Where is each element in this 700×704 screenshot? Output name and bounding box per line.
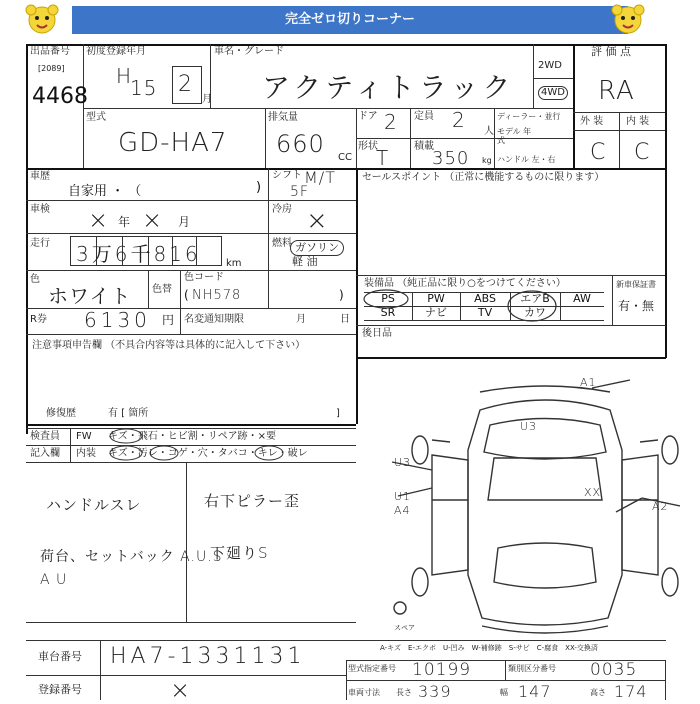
recycle-label: R券	[30, 314, 47, 325]
score-value: RA	[598, 76, 635, 106]
reg-no-value: ×	[170, 676, 192, 704]
hgt-label: 高さ	[590, 688, 606, 697]
shift-value: M/T	[304, 168, 336, 187]
len-label: 長さ	[396, 688, 412, 697]
warranty-label: 新車保証書	[616, 280, 656, 289]
first-reg-month-unit: 月	[202, 94, 212, 105]
seats-value: 2	[452, 108, 466, 132]
repair-label: 修復歴	[46, 408, 76, 419]
name-change-month: 月	[296, 314, 306, 325]
color-change-label: 色替	[152, 284, 172, 295]
equip-abs: ABS	[474, 292, 496, 305]
shape-value: T	[376, 146, 390, 170]
name-change-day: 日	[340, 314, 350, 325]
len-value: 339	[418, 682, 452, 701]
displacement-unit: CC	[338, 152, 352, 163]
name-change-label: 名変通知期限	[184, 314, 244, 325]
inspection-month-unit: 月	[178, 215, 191, 229]
score-ext: C	[590, 140, 607, 165]
entry-inner-items: キズ・汚レ・コゲ・穴・タバコ・キレ・破レ	[108, 448, 308, 459]
diagram-u1: U1	[394, 490, 412, 503]
drive-2wd: 2WD	[538, 60, 562, 71]
inspector-label: 検査員	[30, 431, 60, 442]
fuel-gas: ガソリン	[290, 240, 344, 256]
model-label: 型式	[86, 112, 106, 123]
ac-value: ×	[306, 206, 329, 236]
drive-4wd: 4WD	[538, 86, 568, 100]
equip-airbag: エアB	[520, 292, 550, 305]
reg-no-label: 登録番号	[38, 683, 82, 696]
lot-sub: [2089]	[38, 64, 65, 73]
load-value: 350	[432, 148, 470, 169]
score-int-label: 内 装	[626, 116, 650, 127]
first-reg-era: H	[116, 64, 133, 88]
type-cert-label: 型式指定番号	[348, 664, 396, 673]
fuel-label: 燃料	[272, 238, 292, 249]
type-cert-value: 10199	[412, 660, 472, 680]
entry-label: 記入欄	[30, 448, 60, 459]
selling-points-label: セールスポイント （正常に機能するものに限ります）	[362, 172, 605, 183]
inspection-year: ×	[88, 206, 110, 234]
handle-label: ハンドル 左・右	[497, 155, 556, 164]
comment-right-2: 下廻りS	[210, 544, 269, 562]
color-code-parens: ( )	[184, 288, 344, 302]
doors-value: 2	[384, 110, 398, 134]
model-year-label: モデル 年式	[497, 127, 532, 145]
chassis-label: 車台番号	[38, 650, 82, 663]
shape-label: 形状	[358, 141, 378, 152]
diagram-spare: スペア	[394, 624, 415, 632]
displacement-value: 660	[276, 130, 325, 158]
model-value: GD-HA7	[118, 128, 228, 158]
equip-pw: PW	[427, 292, 445, 305]
inspection-label: 車検	[30, 204, 50, 215]
doors-label: ドア	[358, 111, 378, 122]
equip-label: 装備品 （純正品に限り○をつけてください）	[364, 278, 566, 289]
equip-aw: AW	[573, 292, 591, 305]
diagram-a2: A2	[652, 500, 669, 513]
mileage-label: 走行	[30, 238, 50, 249]
inspection-year-unit: 年	[118, 215, 131, 229]
class-value: 0035	[590, 660, 638, 680]
rear-seat-label: 後日品	[362, 328, 392, 339]
first-reg-year: 15	[130, 76, 158, 100]
repair-value: 有 [ 箇所	[108, 408, 149, 419]
diagram-a1: A1	[580, 376, 597, 389]
chassis-value: HA7-1331131	[110, 644, 306, 669]
inspector-fw-items: キズ・飛石・ヒビ割・リペア跡・×要	[108, 431, 276, 442]
mascot-right-icon	[608, 0, 648, 40]
dealer-label: ディーラー・並行	[497, 112, 561, 121]
equip-ps: PS	[381, 292, 395, 305]
wid-value: 147	[518, 682, 552, 701]
wid-label: 幅	[500, 688, 508, 697]
displacement-label: 排気量	[268, 112, 298, 123]
seats-unit: 人	[484, 126, 494, 137]
score-ext-label: 外 装	[580, 116, 604, 127]
car-name-value: アクティトラック	[262, 71, 515, 104]
score-label: 評 価 点	[591, 45, 631, 58]
diagram-u3-top: U3	[520, 420, 538, 433]
diagram-a4: A4	[394, 504, 411, 517]
lot-label: 出品番号	[30, 46, 70, 57]
notes-label: 注意事項申告欄 （不具合内容等は具体的に記入して下さい）	[32, 340, 306, 351]
usage-close-paren: )	[256, 180, 262, 195]
car-name-label: 車名・グレード	[214, 46, 284, 57]
car-damage-diagram	[380, 370, 680, 640]
first-reg-label: 初度登録年月	[86, 46, 146, 57]
equip-circle-marks	[360, 286, 570, 326]
hgt-value: 174	[614, 682, 648, 701]
page-banner: 完全ゼロ切りコーナー	[72, 6, 628, 34]
equip-navi: ナビ	[425, 306, 447, 319]
shift-label: シフト	[272, 170, 302, 181]
color-value: ホワイト	[48, 284, 132, 308]
mileage-unit: km	[226, 258, 242, 269]
ac-label: 冷房	[272, 204, 292, 215]
fuel-diesel: 軽 油	[292, 255, 318, 268]
recycle-value: 6130	[84, 308, 151, 332]
diagram-u3-left: U3	[394, 456, 412, 469]
inspector-fw: FW	[76, 431, 92, 442]
color-code: NH578	[192, 288, 242, 303]
mileage-value: 3万6千816	[76, 242, 201, 266]
entry-inner: 内装	[76, 448, 96, 459]
score-int: C	[634, 140, 651, 165]
inspection-month: ×	[142, 206, 164, 234]
seats-label: 定員	[414, 111, 434, 122]
equip-tv: TV	[477, 306, 493, 319]
damage-legend: A-キズ E-エクボ U-凹み W-補修跡 S-サビ C-腐食 XX-交換済	[380, 644, 598, 652]
recycle-unit: 円	[162, 313, 175, 327]
repair-end: ]	[336, 408, 340, 419]
first-reg-month: 2	[178, 72, 193, 97]
comment-left-3: A U	[40, 572, 68, 588]
color-label: 色	[30, 274, 40, 285]
comment-right-1: 右下ピラー歪	[204, 492, 301, 510]
dims-label: 車両寸法	[348, 688, 380, 697]
comment-left-2: 荷台、セットバック A.U.S	[40, 549, 223, 565]
color-code-label: 色コード	[184, 272, 224, 283]
warranty-value: 有・無	[618, 299, 655, 313]
diagram-xx: XX	[584, 486, 602, 499]
mascot-left-icon	[22, 0, 62, 40]
equip-leather: カワ	[524, 306, 546, 319]
comment-left-1: ハンドルスレ	[46, 496, 142, 514]
inspector-circle-marks	[100, 428, 350, 462]
load-unit: kg	[482, 156, 492, 165]
usage-label: 車歴	[30, 171, 50, 182]
usage-value: 自家用 ・ （	[68, 184, 142, 199]
equip-sr: SR	[380, 306, 396, 319]
load-label: 積載	[414, 141, 434, 152]
class-label: 類別区分番号	[508, 664, 556, 673]
shift-sub: 5F	[290, 184, 309, 200]
lot-number: 4468	[32, 84, 88, 109]
